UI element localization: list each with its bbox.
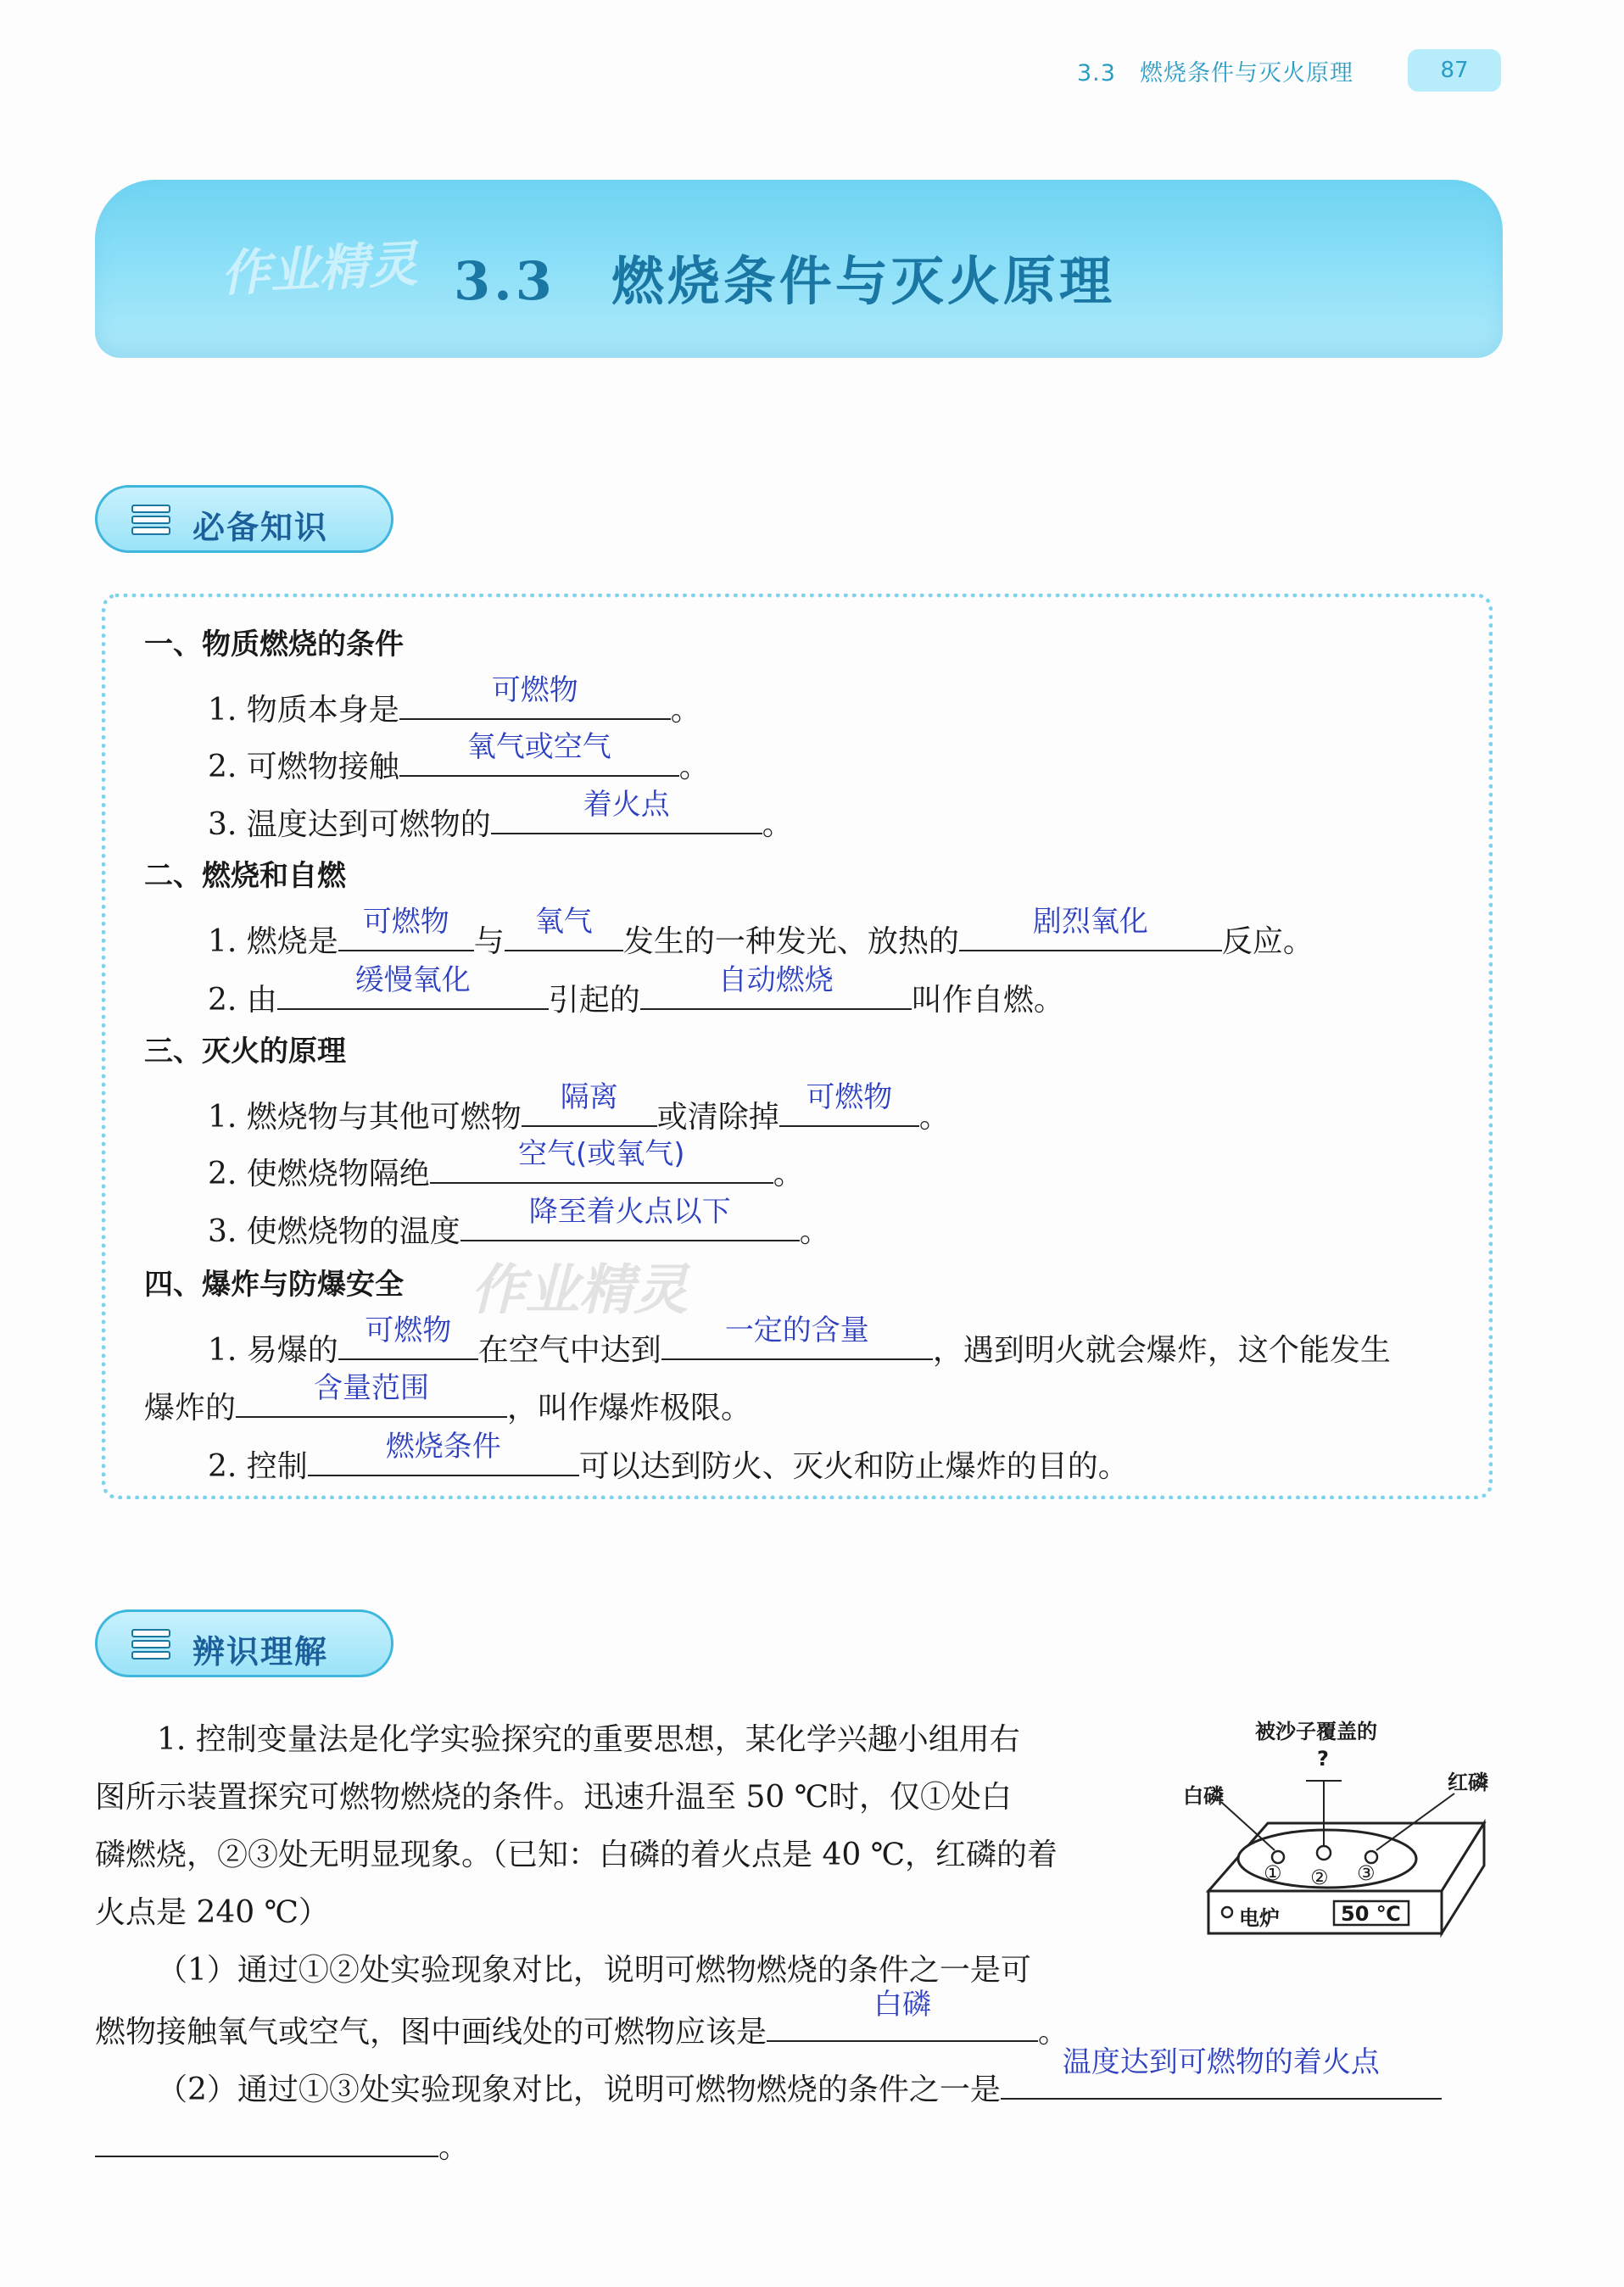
blank-13[interactable]: [338, 1314, 478, 1360]
books-icon: [131, 505, 174, 538]
section-label-understanding: 辨识理解: [193, 1633, 329, 1671]
answer-14: 一定的含量: [724, 1314, 869, 1347]
heading-explosion-safety: 四、爆炸与防爆安全: [144, 1268, 404, 1302]
blank-18-continued[interactable]: [95, 2115, 438, 2157]
answer-16: 燃烧条件: [385, 1430, 501, 1464]
question-line-2: 图所示装置探究可燃物燃烧的条件。迅速升温至 50 ℃时，仅①处白: [95, 1780, 1012, 1815]
section-header-understanding: [95, 1609, 393, 1677]
subquestion-1-line-2: 燃物接触氧气或空气，图中画线处的可燃物应该是 白磷 。: [95, 2000, 1069, 2061]
blank-4[interactable]: [338, 905, 474, 951]
question-line-4: 火点是 240 ℃）: [95, 1895, 329, 1930]
apparatus-figure: [1175, 1704, 1514, 1959]
explosion-definition-line2: 爆炸的 含量范围 ，叫作爆炸极限。: [144, 1381, 751, 1430]
extinguish-method-3: 3. 使燃烧物的温度 降至着火点以下 。: [208, 1204, 830, 1253]
blank-5[interactable]: [505, 905, 623, 951]
heading-fire-extinguishing: 三、灭火的原理: [144, 1035, 346, 1068]
answer-5: 氧气: [534, 905, 593, 939]
figure-label-sand-covered: 被沙子覆盖的: [1255, 1720, 1377, 1743]
blank-10[interactable]: [779, 1080, 919, 1127]
explosion-definition-line1: 1. 易爆的 可燃物 在空气中达到 一定的含量 ，遇到明火就会爆炸，这个能发生: [208, 1323, 1391, 1372]
figure-label-red-phosphorus: 红磷: [1448, 1771, 1488, 1794]
extinguish-method-1: 1. 燃烧物与其他可燃物 隔离 或清除掉 可燃物 。: [208, 1090, 950, 1139]
blank-18[interactable]: [1001, 2045, 1442, 2100]
spontaneous-definition: 2. 由 缓慢氧化 引起的 自动燃烧 叫作自燃。: [208, 973, 1064, 1022]
title-watermark: 作业精灵: [219, 234, 419, 304]
answer-7: 缓慢氧化: [354, 963, 471, 997]
blank-6[interactable]: [959, 905, 1222, 951]
answer-18: 温度达到可燃物的着火点: [1062, 2045, 1380, 2079]
answer-2: 氧气或空气: [466, 730, 611, 764]
temperature-display: 50 ℃: [1341, 1902, 1401, 1926]
blank-7[interactable]: [277, 963, 549, 1010]
running-header-chapter: 3.3 燃烧条件与灭火原理: [1077, 60, 1353, 86]
answer-8: 自动燃烧: [717, 963, 834, 997]
explosion-control: 2. 控制 燃烧条件 可以达到防火、灭火和防止爆炸的目的。: [208, 1439, 1129, 1488]
section-header-knowledge: [95, 485, 393, 553]
answer-13: 可燃物: [365, 1314, 452, 1347]
answer-4: 可燃物: [362, 905, 449, 939]
mid-watermark: 作业精灵: [471, 1259, 688, 1322]
page-number: 87: [1408, 49, 1501, 92]
spot-2-label: ②: [1310, 1866, 1329, 1889]
answer-10: 可燃物: [806, 1080, 893, 1114]
blank-15[interactable]: [236, 1371, 507, 1418]
answer-9: 隔离: [560, 1080, 618, 1114]
answer-1: 可燃物: [491, 673, 578, 707]
subquestion-2-line-2: 。: [95, 2115, 469, 2177]
answer-12: 降至着火点以下: [528, 1195, 731, 1229]
condition-1: 1. 物质本身是 可燃物 。: [208, 683, 701, 732]
answer-11: 空气(或氧气): [518, 1137, 685, 1171]
answer-3: 着火点: [583, 788, 670, 822]
blank-14[interactable]: [661, 1314, 933, 1360]
blank-2[interactable]: [399, 730, 679, 777]
blank-8[interactable]: [640, 963, 912, 1010]
page-title: 3.3 燃烧条件与灭火原理: [454, 250, 1115, 312]
condition-2: 2. 可燃物接触 氧气或空气 。: [208, 739, 710, 789]
spot-3-label: ③: [1357, 1861, 1376, 1885]
condition-3: 3. 温度达到可燃物的 着火点 。: [208, 797, 793, 846]
answer-6: 剧烈氧化: [1032, 905, 1148, 939]
blank-16[interactable]: [308, 1430, 579, 1476]
figure-question-mark: ?: [1317, 1747, 1329, 1771]
books-icon: [131, 1629, 174, 1663]
heading-combustion-spontaneous: 二、燃烧和自燃: [144, 859, 346, 893]
blank-9[interactable]: [522, 1080, 657, 1127]
burning-definition: 1. 燃烧是 可燃物 与 氧气 发生的一种发光、放热的 剧烈氧化 反应。: [208, 914, 1314, 963]
answer-17: 白磷: [873, 1988, 932, 2022]
answer-15: 含量范围: [314, 1371, 430, 1405]
heading-combustion-conditions: 一、物质燃烧的条件: [144, 628, 404, 661]
subquestion-2-line-1: （2）通过①③处实验现象对比，说明可燃物燃烧的条件之一是 温度达到可燃物的着火点: [157, 2057, 1442, 2119]
blank-3[interactable]: [491, 788, 762, 834]
question-line-3: 磷燃烧，②③处无明显现象。（已知：白磷的着火点是 40 ℃，红磷的着: [95, 1838, 1058, 1872]
figure-label-white-phosphorus: 白磷: [1183, 1784, 1224, 1808]
section-label-knowledge: 必备知识: [193, 509, 329, 546]
blank-12[interactable]: [460, 1195, 800, 1241]
subquestion-1-line-1: （1）通过①②处实验现象对比，说明可燃物燃烧的条件之一是可: [157, 1953, 1031, 1988]
blank-1[interactable]: [399, 673, 671, 720]
device-label: 电炉: [1239, 1906, 1280, 1930]
blank-17[interactable]: [767, 1988, 1038, 2042]
spot-1-label: ①: [1264, 1861, 1282, 1885]
extinguish-method-2: 2. 使燃烧物隔绝 空气(或氧气) 。: [208, 1146, 804, 1196]
question-line-1: 1. 控制变量法是化学实验探究的重要思想，某化学兴趣小组用右: [157, 1722, 1020, 1757]
